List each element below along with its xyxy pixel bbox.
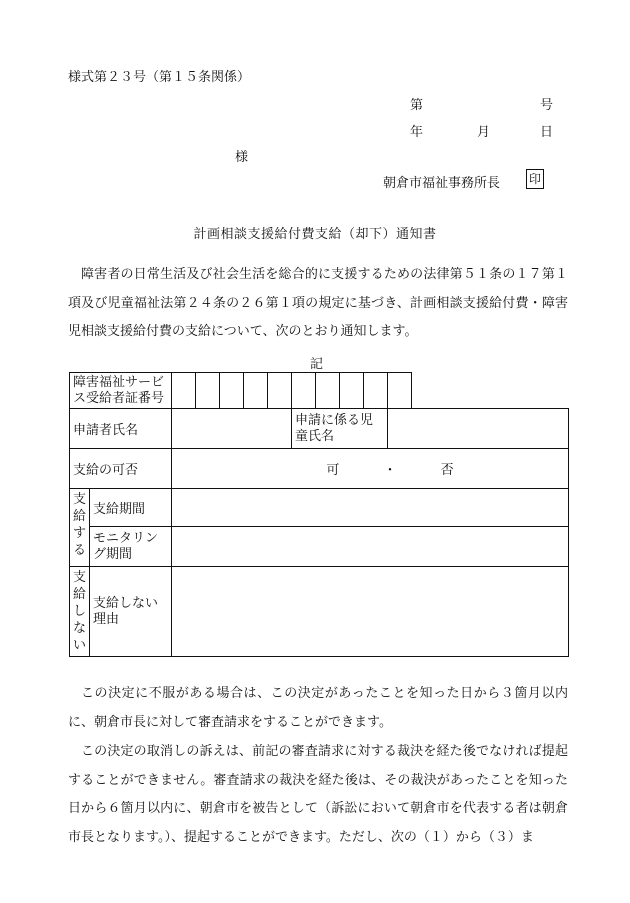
id-digit-cell[interactable]: [388, 373, 412, 409]
applicant-row: [70, 409, 569, 449]
notice-form-table: [69, 372, 569, 657]
issuer-name: 朝倉市福祉事務所長: [383, 176, 501, 191]
deny-row: [70, 567, 569, 657]
id-row-blank: [412, 373, 569, 409]
monitoring-period-field[interactable]: [172, 527, 569, 567]
id-digit-cell[interactable]: [316, 373, 340, 409]
doc-number-suffix: 号: [540, 98, 554, 113]
id-digit-cell[interactable]: [268, 373, 292, 409]
id-digit-cell[interactable]: [172, 373, 196, 409]
child-name-label: 申請に係る児童氏名: [292, 409, 388, 449]
grant-group-label: 支給する: [70, 489, 90, 567]
id-digit-cell[interactable]: [292, 373, 316, 409]
deny-group-label: 支給しない: [70, 567, 90, 657]
id-digit-cell[interactable]: [244, 373, 268, 409]
applicant-name-label: 申請者氏名: [70, 409, 172, 449]
lawsuit-note: この決定の取消しの訴えは、前記の審査請求に対する裁決を経た後でなければ提起することができません。審査請求の裁決を経た後は、その裁決があったことを知った日から６箇月以内に、朝倉市を被告として（訴訟において朝倉市を代表する者は朝倉市長となります。）、提起することができます。ただし、次の（１）から（３）ま: [68, 744, 568, 845]
form-number: 様式第２３号（第１５条関係）: [68, 70, 251, 85]
monitoring-period-label: モニタリング期間: [90, 527, 172, 567]
seal-box: 印: [526, 169, 544, 189]
document-title: 計画相談支援給付費支給（却下）通知書: [193, 227, 437, 242]
decision-no[interactable]: 否: [440, 463, 454, 478]
ki-marker: 記: [310, 357, 324, 372]
decision-label: 支給の可否: [70, 449, 172, 489]
grant-period-label: 支給期間: [90, 489, 172, 527]
date-day: 日: [540, 125, 554, 140]
deny-reason-field[interactable]: [172, 567, 569, 657]
decision-field[interactable]: [172, 449, 569, 489]
decision-separator: ・: [383, 463, 397, 478]
doc-number-prefix: 第: [410, 98, 424, 113]
grant-period-field[interactable]: [172, 489, 569, 527]
decision-yes[interactable]: 可: [326, 463, 340, 478]
id-digit-cell[interactable]: [196, 373, 220, 409]
recipient-id-label: 障害福祉サービス受給者証番号: [70, 373, 172, 409]
id-digit-cell[interactable]: [220, 373, 244, 409]
recipient-id-row: [70, 373, 569, 409]
intro-paragraph: 障害者の日常生活及び社会生活を総合的に支援するための法律第５１条の１７第１項及び児童福祉法第２４条の２６第１項の規定に基づき、計画相談支援給付費・障害児相談支援給付費の支給について、次のとおり通知します。: [68, 267, 568, 339]
monitoring-row: [70, 527, 569, 567]
id-digit-cell[interactable]: [340, 373, 364, 409]
decision-row: [70, 449, 569, 489]
date-month: 月: [477, 125, 491, 140]
grant-period-row: [70, 489, 569, 527]
id-digit-cell[interactable]: [364, 373, 388, 409]
date-year: 年: [410, 125, 424, 140]
applicant-name-field[interactable]: [172, 409, 292, 449]
deny-reason-label: 支給しない理由: [90, 567, 172, 657]
appeal-note: この決定に不服がある場合は、この決定があったことを知った日から３箇月以内に、朝倉市長に対して審査請求をすることができます。: [68, 686, 568, 730]
addressee-suffix: 様: [235, 150, 249, 165]
child-name-field[interactable]: [388, 409, 569, 449]
